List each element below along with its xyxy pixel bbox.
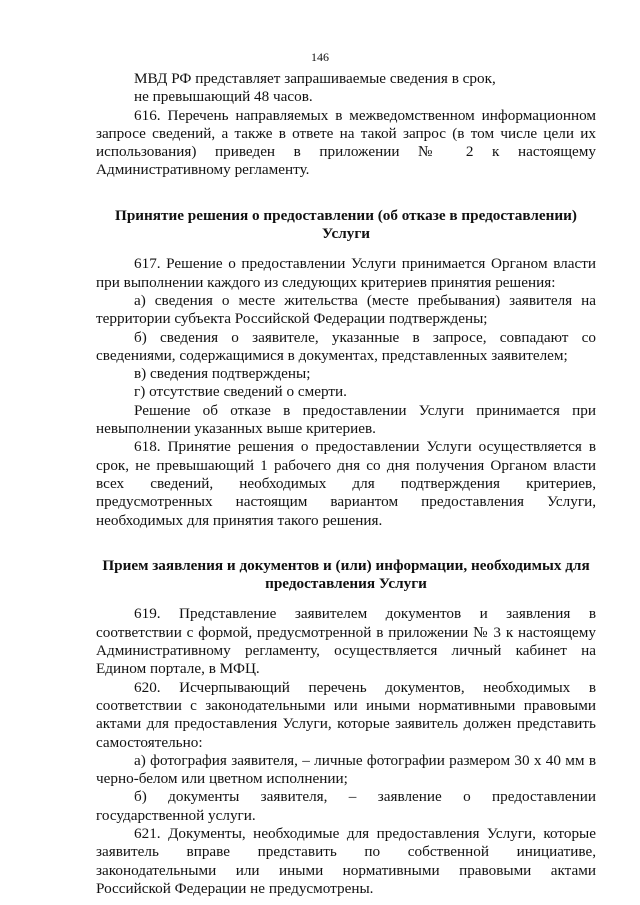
paragraph-617: 617. Решение о предоставлении Услуги принимается Органом власти при выполнении каждого из следующих критериев принятия решения: [96, 255, 596, 291]
list-item-g: г) отсутствие сведений о смерти. [134, 383, 347, 401]
page-content [96, 70, 596, 898]
page-number: 146 [311, 50, 329, 64]
section-heading-reception: Прием заявления и документов и (или) информации, необходимых для предоставления Услуги [102, 556, 590, 593]
paragraph-620: 620. Исчерпывающий перечень документов, необходимых в соответствии с законодательными или иными нормативными правовыми актами для предоставления Услуги, которые заявитель должен представить самостоятельно: [96, 678, 596, 751]
paragraph: МВД РФ представляет запрашиваемые сведения в срок, [134, 70, 496, 87]
paragraph-619: 619. Представление заявителем документов и заявления в соответствии с формой, предусмотренной в приложении № 3 к настоящему Административному регламенту, осуществляется личный кабинет на Едином портале, в МФЦ. [96, 605, 596, 678]
list-item-v: в) сведения подтверждены; [134, 365, 311, 383]
paragraph-616: 616. Перечень направляемых в межведомственном информационном запросе сведений, а также в ответе на такой запрос (в том числе цели их использования) приведен в приложении № 2 к настоящему Административному регламенту. [96, 106, 596, 179]
list-item-b: б) сведения о заявителе, указанные в запросе, совпадают со сведениями, содержащимися в документах, представленных заявителем; [96, 328, 596, 364]
list-item-b: б) документы заявителя, – заявление о предоставлении государственной услуги. [96, 788, 596, 824]
paragraph-refusal: Решение об отказе в предоставлении Услуги принимается при невыполнении указанных выше критериев. [96, 401, 596, 438]
list-item-a: а) сведения о месте жительства (месте пребывания) заявителя на территории субъекта Российской Федерации подтверждены; [96, 291, 596, 328]
paragraph-618: 618. Принятие решения о предоставлении Услуги осуществляется в срок, не превышающий 1 рабочего дня со дня получения Органом власти всех сведений, необходимых для подтверждения критериев, предусмотренных настоящим вариантом предоставления Услуги, необходимых для принятия такого решения. [96, 438, 596, 529]
list-item-a: а) фотография заявителя, – личные фотографии размером 30 х 40 мм в черно-белом или цветном исполнении; [96, 751, 596, 788]
paragraph: не превышающий 48 часов. [134, 88, 313, 106]
paragraph-621: 621. Документы, необходимые для предоставления Услуги, которые заявитель вправе представить по собственной инициативе, законодательными или иными нормативными правовыми актами Российской Федерации не предусмотрены. [96, 824, 596, 897]
section-heading-decision: Принятие решения о предоставлении (об отказе в предоставлении) Услуги [115, 206, 577, 243]
